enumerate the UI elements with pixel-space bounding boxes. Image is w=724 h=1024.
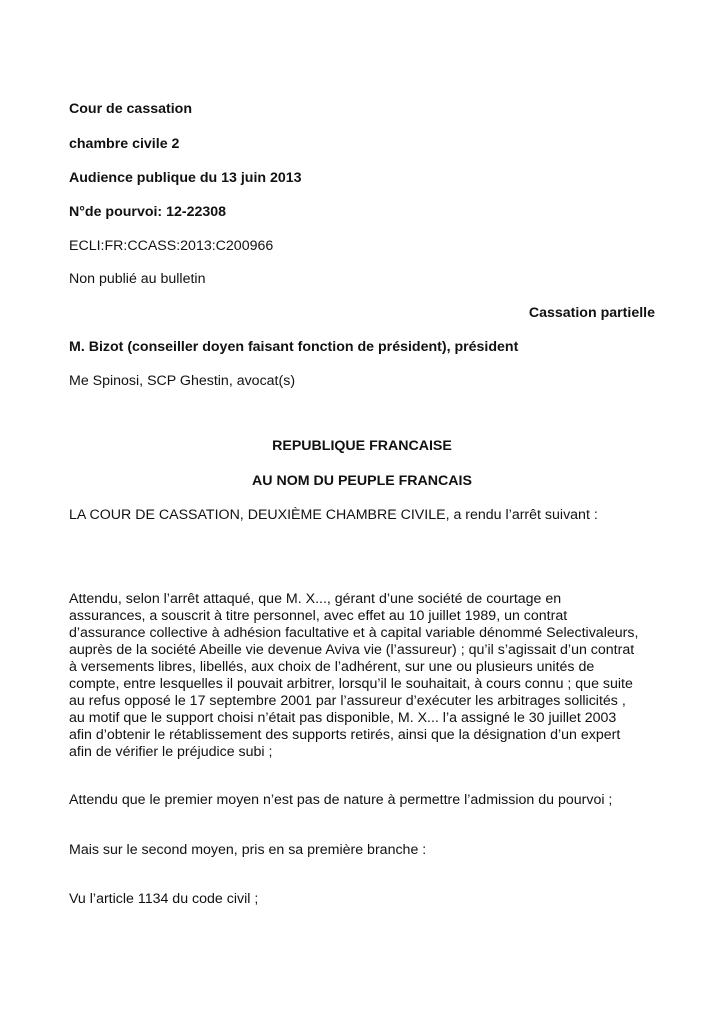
paragraph-line: compte, entre lesquelles il pouvait arbitrer, lorsqu’il le souhaitait, à cours connu ; que suite — [69, 676, 633, 692]
second-moyen-line: Mais sur le second moyen, pris en sa première branche : — [69, 842, 427, 858]
paragraph-line: afin d’obtenir le rétablissement des supports retirés, ainsi que la désignation d’un expert — [69, 727, 621, 743]
chamber-name: chambre civile 2 — [69, 136, 180, 152]
paragraph-line: afin de vérifier le préjudice subi ; — [69, 744, 273, 760]
publication-status: Non publié au bulletin — [69, 271, 206, 287]
ecli-identifier: ECLI:FR:CCASS:2013:C200966 — [69, 238, 274, 254]
president-line: M. Bizot (conseiller doyen faisant fonction de président), président — [69, 339, 519, 355]
vu-article-line: Vu l’article 1134 du code civil ; — [69, 891, 259, 907]
paragraph-line: auprès de la société Abeille vie devenue Aviva vie (l’assureur) ; qu’il s’agissait d’un contrat — [69, 642, 635, 658]
paragraph-line: au motif que le support choisi n’était pas disponible, M. X... l’a assigné le 30 juillet 2003 — [69, 710, 617, 726]
paragraph-line: assurances, a souscrit à titre personnel, avec effet au 10 juillet 1989, un contrat — [69, 608, 568, 624]
attendu-second-paragraph: Attendu que le premier moyen n’est pas de nature à permettre l’admission du pourvoi ; — [69, 792, 613, 808]
decision-outcome: Cassation partielle — [528, 305, 655, 321]
hearing-date: Audience publique du 13 juin 2013 — [69, 170, 302, 186]
paragraph-line: à versements libres, libellés, aux choix de l’adhérent, sur une ou plusieurs unités de — [69, 659, 595, 675]
attendu-paragraph — [69, 591, 669, 761]
republic-heading: REPUBLIQUE FRANCAISE — [272, 438, 452, 454]
court-name: Cour de cassation — [69, 101, 192, 117]
paragraph-line: au refus opposé le 17 septembre 2001 par l’assureur d’exécuter les arbitrages sollicités , — [69, 693, 626, 709]
people-heading: AU NOM DU PEUPLE FRANCAIS — [252, 473, 472, 489]
paragraph-line: d’assurance collective à adhésion facultative et à capital variable dénommé Selectivaleurs, — [69, 625, 639, 641]
paragraph-line: Attendu, selon l’arrêt attaqué, que M. X..., gérant d’une société de courtage en — [69, 591, 562, 607]
appeal-number: N°de pourvoi: 12-22308 — [69, 204, 227, 220]
intro-paragraph: LA COUR DE CASSATION, DEUXIÈME CHAMBRE CIVILE, a rendu l’arrêt suivant : — [69, 507, 598, 523]
lawyers-line: Me Spinosi, SCP Ghestin, avocat(s) — [69, 373, 296, 389]
